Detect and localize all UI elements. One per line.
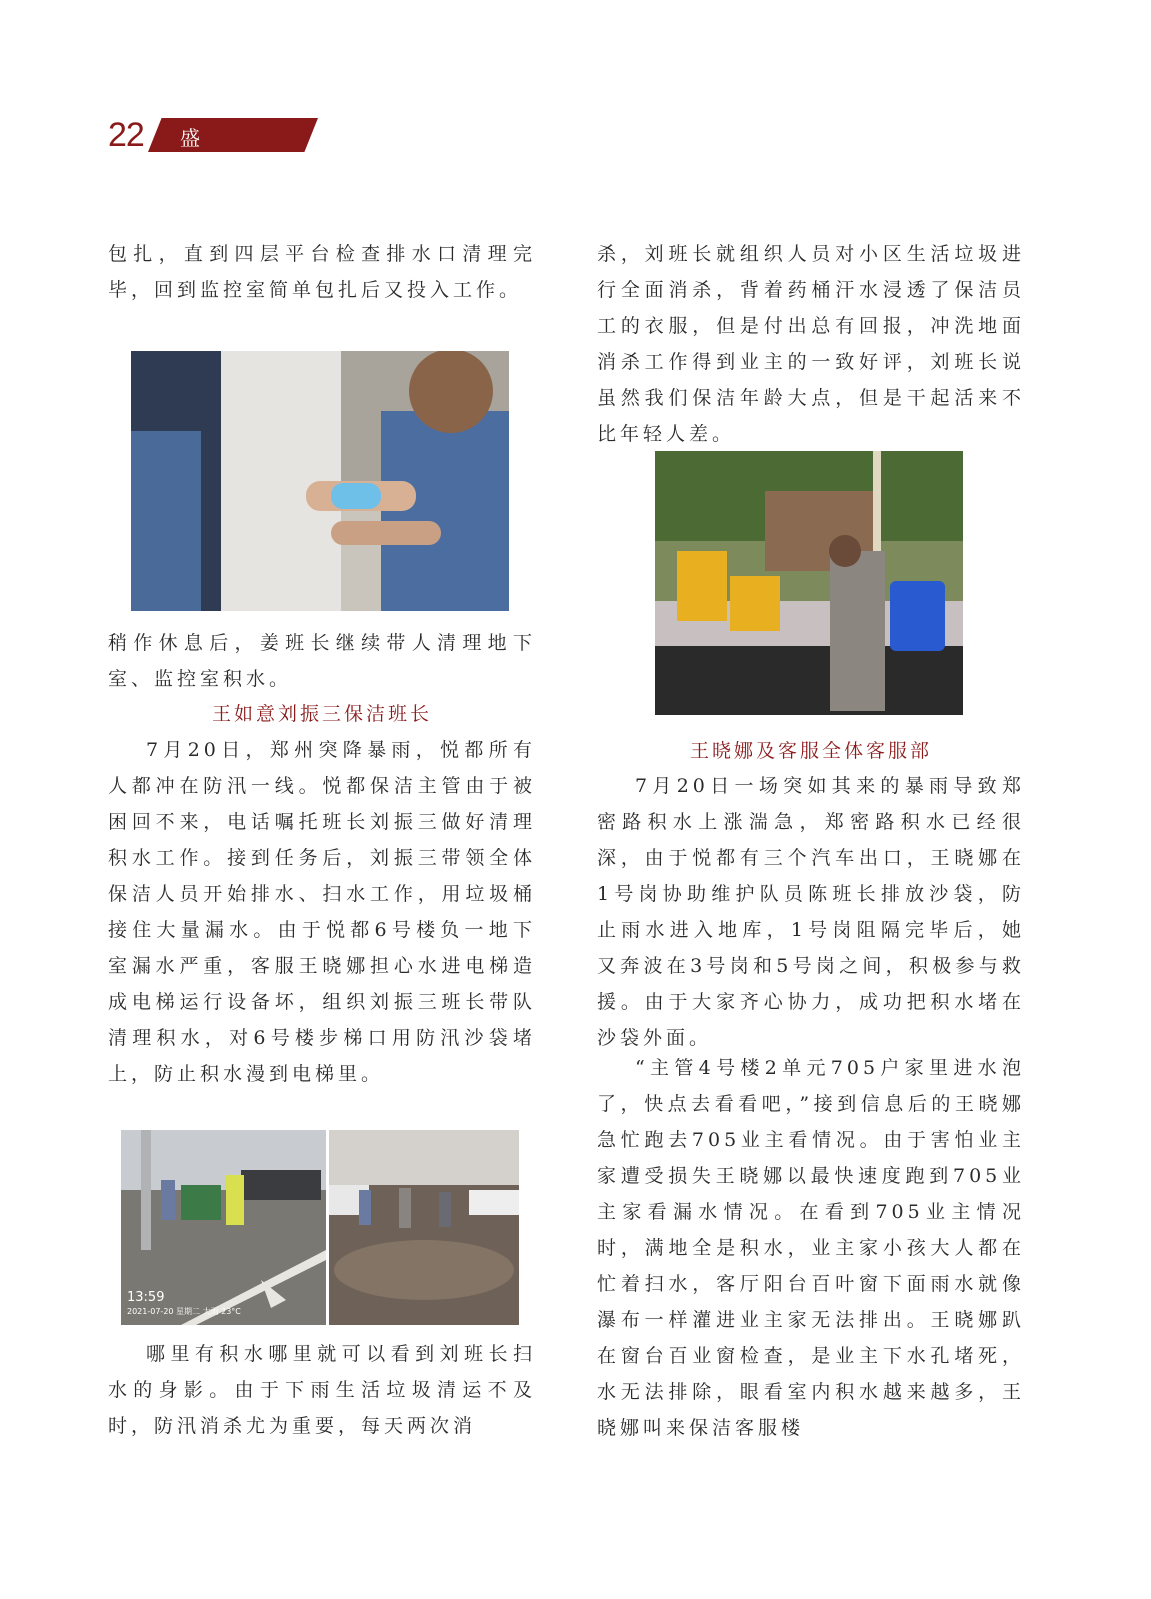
garage-photo-right — [329, 1130, 519, 1325]
garage-photo-left — [121, 1130, 326, 1325]
left-paragraph-2: 稍作休息后，姜班长继续带人清理地下室、监控室积水。 — [108, 632, 536, 690]
section-banner — [148, 118, 318, 152]
caption-service-team: 王晓娜及客服全体客服部 — [689, 740, 932, 762]
right-paragraph-3: “主管4号楼2单元705户家里进水泡了，快点去看看吧，”接到信息后的王晓娜急忙跑去705业主看情况。由于害怕业主家遭受损失王晓娜以最快速度跑到705业主家看漏水情况。在看到705业主情况时，满地全是积水，业主家小孩大人都在忙着扫水，客厅阳台百叶窗下面雨水就像瀑布一样灌进业主家无法排出。王晓娜趴在窗台百业窗检查，是业主下水孔堵死，水无法排除，眼看室内积水越来越多，王晓娜叫来保洁客服楼 — [597, 1057, 1025, 1439]
caption-cleaning-leaders: 王如意刘振三保洁班长 — [211, 703, 432, 725]
left-paragraph-1: 包扎，直到四层平台检查排水口清理完毕，回到监控室简单包扎后又投入工作。 — [108, 243, 536, 301]
right-paragraph-2: 7月20日一场突如其来的暴雨导致郑密路积水上涨湍急，郑密路积水已经很深，由于悦都有三个汽车出口，王晓娜在1号岗协助维护队员陈班长排放沙袋，防止雨水进入地库，1号岗阻隔完毕后，她又奔波在3号岗和5号岗之间，积极参与救援。由于大家齐心协力，成功把积水堵在沙袋外面。 — [597, 775, 1025, 1049]
left-paragraph-4: 哪里有积水哪里就可以看到刘班长扫水的身影。由于下雨生活垃圾清运不及时，防汛消杀尤为重要，每天两次消 — [108, 1343, 536, 1437]
left-paragraph-3: 7月20日，郑州突降暴雨，悦都所有人都冲在防汛一线。悦都保洁主管由于被困回不来，电话嘱托班长刘振三做好清理积水工作。接到任务后，刘振三带领全体保洁人员开始排水、扫水工作，用垃圾桶接住大量漏水。由于悦都6号楼负一地下室漏水严重，客服王晓娜担心水进电梯造成电梯运行设备坏，组织刘振三班长带队清理积水，对6号楼步梯口用防汛沙袋堵上，防止积水漫到电梯里。 — [108, 739, 536, 1085]
photo-timestamp: 13:59 2021-07-20 星期二 大雨 23°C — [127, 1290, 241, 1316]
bandage-photo — [131, 351, 509, 611]
page-number: 22 — [108, 116, 144, 154]
section-title: 盛世物业 — [180, 126, 204, 237]
right-paragraph-1: 杀，刘班长就组织人员对小区生活垃圾进行全面消杀，背着药桶汗水浸透了保洁员工的衣服，但是付出总有回报，冲洗地面消杀工作得到业主的一致好评，刘班长说虽然我们保洁年龄大点，但是干起活来不比年轻人差。 — [597, 243, 1025, 445]
disinfection-photo — [655, 451, 963, 715]
